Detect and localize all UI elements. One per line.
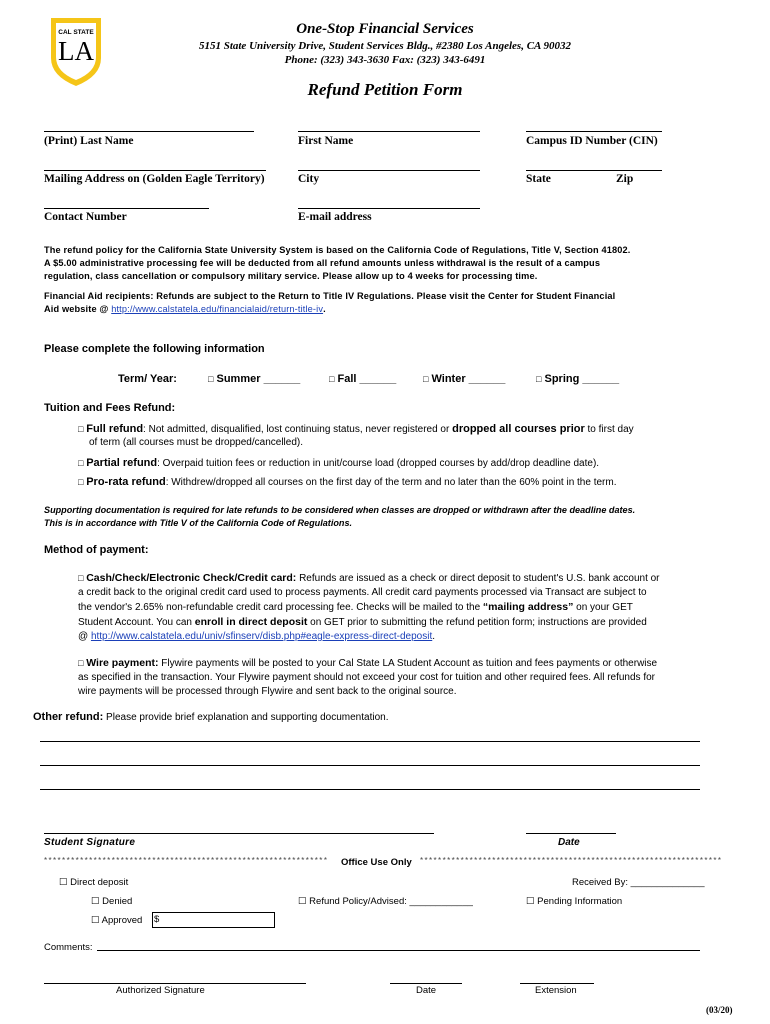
approved-option[interactable]	[91, 915, 142, 926]
authorized-signature-line[interactable]	[44, 983, 306, 984]
contact-label: Contact Number	[44, 211, 127, 223]
checkbox-icon: □	[423, 374, 429, 384]
form-title: Refund Petition Form	[307, 80, 463, 99]
direct-deposit-link[interactable]: http://www.calstatela.edu/univ/sfinserv/disb.php#eagle-express-direct-deposit	[90, 631, 433, 642]
explanation-line-2[interactable]	[40, 765, 700, 766]
zip-label: Zip	[616, 173, 634, 185]
comments-line[interactable]	[97, 950, 700, 951]
cash-text-4c: on GET prior to submitting the refund petition form; instructions are provided	[307, 617, 647, 628]
checkbox-icon: □	[78, 573, 84, 583]
spring-option[interactable]	[536, 373, 619, 385]
cin-label: Campus ID Number (CIN)	[526, 135, 658, 147]
full-refund-bold: dropped all courses prior	[452, 423, 585, 435]
summer-label: Summer ______	[216, 373, 301, 385]
org-phone: Phone: (323) 343-3630 Fax: (323) 343-6491	[284, 54, 486, 66]
cash-text-4a: Student Account. You can	[78, 617, 195, 628]
winter-option[interactable]	[423, 373, 505, 385]
contact-line[interactable]	[44, 208, 209, 209]
received-by: Received By: ______________	[572, 877, 705, 888]
mailing-label: Mailing Address on (Golden Eagle Territory)	[44, 173, 265, 185]
city-line[interactable]	[298, 170, 480, 171]
checkbox-icon: □	[78, 424, 84, 434]
cash-text-5a: @	[78, 631, 91, 642]
cash-text-5c: .	[432, 631, 436, 642]
direct-deposit-label: Direct deposit	[70, 877, 129, 888]
fa-suffix: .	[323, 304, 326, 314]
wire-section	[78, 656, 758, 699]
other-refund-text: Please provide brief explanation and supporting documentation.	[103, 712, 389, 723]
mailing-line[interactable]	[44, 170, 266, 171]
prorata-refund-label: Pro-rata refund	[86, 476, 166, 488]
payment-heading: Method of payment:	[44, 544, 149, 556]
spring-label: Spring ______	[544, 373, 620, 385]
cash-text-1: Refunds are issued as a check or direct deposit to student's U.S. bank account or	[296, 573, 660, 584]
checkbox-icon: □	[208, 374, 214, 384]
summer-option[interactable]	[208, 373, 300, 385]
explanation-line-1[interactable]	[40, 741, 700, 742]
denied-option[interactable]	[91, 896, 132, 907]
office-date-label: Date	[416, 985, 437, 996]
term-label: Term/ Year:	[118, 373, 177, 385]
refund-policy	[44, 244, 734, 283]
refund-policy-option[interactable]	[298, 896, 473, 907]
approved-amount-field[interactable]: $	[152, 912, 275, 928]
state-zip-line[interactable]	[526, 170, 662, 171]
cash-text-3a: the vendor's 2.65% non-refundable credit card processing fee. Checks will be mailed to the	[78, 602, 483, 613]
policy-line-1: The refund policy for the California State University System is based on the California Code of Regulations, Title V, Section 41802.	[44, 245, 631, 255]
policy-line-2: A $5.00 administrative processing fee will be deducted from all refund amounts unless withdrawal is the result of a campus	[44, 258, 601, 268]
email-label: E-mail address	[298, 211, 372, 223]
mailing-address-bold: “mailing address”	[482, 601, 574, 613]
explanation-line-3[interactable]	[40, 789, 700, 790]
office-divider-right: *******************************************************************	[420, 856, 723, 865]
cash-check-option[interactable]	[78, 571, 758, 586]
fall-option[interactable]	[329, 373, 396, 385]
partial-refund-option[interactable]	[78, 456, 748, 471]
last-name-label: (Print) Last Name	[44, 135, 134, 147]
org-address: 5151 State University Drive, Student Services Bldg., #2380 Los Angeles, CA 90032	[198, 40, 572, 52]
full-refund-option[interactable]	[78, 422, 748, 437]
signature-date-line[interactable]	[526, 833, 616, 834]
pending-option[interactable]	[526, 896, 622, 907]
logo-main-text: LA	[58, 36, 94, 66]
cash-text-2: a credit back to the original credit card used to process payments. All credit card payments processed via Transact are subject to	[78, 587, 647, 598]
cash-label: Cash/Check/Electronic Check/Credit card:	[86, 572, 297, 584]
extension-label: Extension	[535, 985, 577, 996]
wire-label: Wire payment:	[86, 657, 159, 669]
supporting-doc-note	[44, 504, 754, 530]
refund-policy-label: Refund Policy/Advised: ____________	[309, 896, 473, 907]
checkbox-icon: □	[78, 658, 84, 668]
prorata-refund-text: : Withdrew/dropped all courses on the first day of the term and no later than the 60% point in the term.	[165, 477, 617, 488]
city-label: City	[298, 173, 320, 185]
email-line[interactable]	[298, 208, 480, 209]
pending-label: Pending Information	[537, 896, 623, 907]
policy-line-3: regulation, class cancellation or compulsory military service. Please allow up to 4 weeks for processing time.	[44, 271, 538, 281]
direct-deposit-option[interactable]	[59, 877, 128, 888]
logo-top-text: CAL STATE	[58, 29, 94, 36]
office-date-line[interactable]	[390, 983, 462, 984]
checkbox-icon: □	[329, 374, 335, 384]
full-refund-label: Full refund	[86, 423, 144, 435]
partial-refund-text: : Overpaid tuition fees or reduction in unit/course load (dropped courses by add/drop deadline date).	[157, 458, 600, 469]
tuition-heading: Tuition and Fees Refund:	[44, 402, 176, 414]
wire-text-2: as specified in the transaction. Your Flywire payment should not exceed your cost for tuition and other required fees. All refunds for	[78, 672, 655, 683]
full-refund-line-2: of term (all courses must be dropped/cancelled).	[89, 437, 303, 448]
last-name-line[interactable]	[44, 131, 254, 132]
wire-text-1: Flywire payments will be posted to your Cal State LA Student Account as tuition and fees payments or otherwise	[158, 658, 658, 669]
other-refund-label: Other refund:	[33, 711, 104, 723]
office-divider-left: ***************************************************************	[44, 856, 329, 865]
student-signature-label: Student Signature	[44, 837, 136, 848]
fa-line-2: Aid website @	[44, 304, 112, 314]
info-heading: Please complete the following information	[44, 343, 265, 355]
fall-label: Fall ______	[337, 373, 397, 385]
checkbox-icon: □	[78, 477, 84, 487]
checkbox-icon: ☐	[526, 896, 535, 907]
supporting-line-1: Supporting documentation is required for late refunds to be considered when classes are dropped or withdrawn after the deadline dates.	[44, 505, 636, 515]
revision-date: (03/20)	[706, 1005, 733, 1015]
full-refund-text: : Not admitted, disqualified, lost continuing status, never registered or	[143, 424, 453, 435]
financial-aid-note	[44, 290, 734, 316]
first-name-label: First Name	[298, 135, 354, 147]
supporting-line-2: This is in accordance with Title V of the California Code of Regulations.	[44, 518, 353, 528]
denied-label: Denied	[102, 896, 133, 907]
first-name-line[interactable]	[298, 131, 480, 132]
checkbox-icon: □	[536, 374, 542, 384]
financial-aid-link[interactable]: http://www.calstatela.edu/financialaid/return-title-iv	[111, 304, 324, 314]
checkbox-icon: ☐	[91, 915, 100, 926]
cal-state-la-logo	[47, 14, 105, 88]
checkbox-icon: ☐	[91, 896, 100, 907]
prorata-refund-option[interactable]	[78, 475, 748, 490]
direct-deposit-bold: enroll in direct deposit	[194, 616, 308, 628]
wire-text-3: wire payments will be processed through Flywire and sent back to the original source.	[78, 686, 457, 697]
student-signature-line[interactable]	[44, 833, 434, 834]
cash-text-3c: on your GET	[573, 602, 633, 613]
cash-check-section	[78, 571, 758, 644]
partial-refund-label: Partial refund	[86, 457, 158, 469]
fa-line-1: Financial Aid recipients: Refunds are subject to the Return to Title IV Regulations. Please visit the Center for Student Financial	[44, 291, 616, 301]
signature-date-label: Date	[558, 837, 580, 848]
approved-label: Approved	[101, 915, 143, 926]
checkbox-icon: □	[78, 458, 84, 468]
org-name: One-Stop Financial Services	[296, 21, 474, 37]
extension-line[interactable]	[520, 983, 594, 984]
authorized-signature-label: Authorized Signature	[116, 985, 205, 996]
other-refund	[33, 711, 388, 723]
state-label: State	[526, 173, 551, 185]
winter-label: Winter ______	[431, 373, 506, 385]
office-use-title: Office Use Only	[341, 857, 412, 868]
full-refund-text-2: to first day	[584, 424, 634, 435]
checkbox-icon: ☐	[298, 896, 307, 907]
cin-line[interactable]	[526, 131, 662, 132]
checkbox-icon: ☐	[59, 877, 68, 888]
comments-label: Comments:	[44, 942, 93, 953]
wire-option[interactable]	[78, 656, 758, 671]
